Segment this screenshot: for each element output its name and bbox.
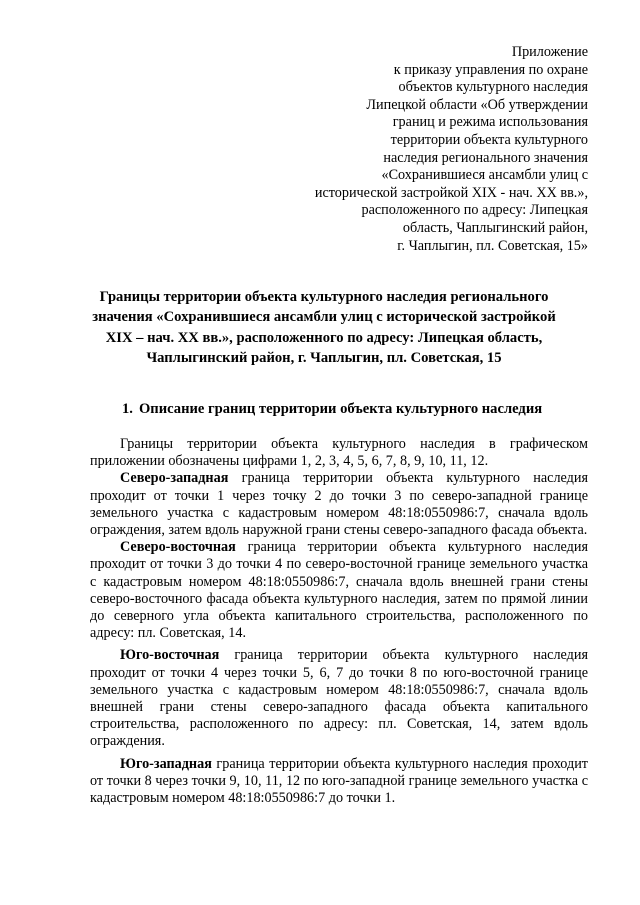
title-line: значения «Сохранившиеся ансамбли улиц с исторической застройкой [92,309,556,326]
appendix-block [250,44,588,255]
appendix-line: к приказу управления по охране [393,61,588,78]
section-heading [60,400,588,418]
section-number: 1. [122,401,133,417]
paragraph-northwest [90,470,588,539]
appendix-line: наследия регионального значения [383,149,588,166]
appendix-line: область, Чаплыгинский район, [402,219,588,236]
title-line: Чаплыгинский район, г. Чаплыгин, пл. Советская, 15 [146,350,502,367]
appendix-line: расположенного по адресу: Липецкая [361,202,588,219]
northeast-label: Северо-восточная [120,539,236,556]
southwest-text: граница территории объекта культурного наследия проходит от точки 8 через точки 9, 10, 11, 12 по юго-западной границе земельного участка с кадастровым номером 48:18:0550986:7 до точки 1. [90,755,588,807]
southeast-text: граница территории объекта культурного наследия проходит от точки 4 через точки 5, 6, 7 до точки 8 по юго-восточной границе земельного участка с кадастровым номером 48:18:0550986:7, сначала вдоль внешней грани стены северо-западного фасада объекта капитального строительства, расположенного по адресу: пл. Советская, 14, затем вдоль ограждения. [90,647,588,750]
appendix-line: г. Чаплыгин, пл. Советская, 15» [397,237,588,254]
appendix-line: исторической застройкой XIX - нач. XX вв.», [314,184,588,201]
intro-paragraph: Границы территории объекта культурного наследия в графическом приложении обозначены цифрами 1, 2, 3, 4, 5, 6, 7, 8, 9, 10, 11, 12. [90,436,588,470]
appendix-line: объектов культурного наследия [398,79,588,96]
appendix-line: «Сохранившиеся ансамбли улиц с [381,167,588,184]
northeast-text: граница территории объекта культурного наследия проходит от точки 3 до точки 4 по северо-восточной границе земельного участка с кадастровым номером 48:18:0550986:7, сначала вдоль внешней грани стены северо-восточного фасада объекта культурного наследия, затем по прямой линии до северного угла объекта капитального строительства, расположенного по адресу: пл. Советская, 14. [90,539,588,642]
paragraph-northeast [90,539,588,642]
appendix-line: Липецкой области «Об утверждении [366,96,588,113]
title-line: XIX – нач. XX вв.», расположенного по адресу: Липецкая область, [105,329,543,346]
section-title: Описание границ территории объекта культурного наследия [138,401,543,417]
appendix-line: Приложение [511,44,588,60]
paragraph-southwest [90,756,588,808]
document-body [90,436,588,807]
northwest-text: граница территории объекта культурного наследия проходит от точки 1 через точку 2 до точки 3 по северо-западной границе земельного участка с кадастровым номером 48:18:0550986:7, сначала вдоль ограждения, затем вдоль наружной грани стены северо-западного фасада объекта. [90,470,588,539]
southeast-label: Юго-восточная [120,647,220,664]
appendix-line: территории объекта культурного [390,131,588,148]
southwest-label: Юго-западная [120,755,212,772]
document-title [60,287,588,369]
paragraph-southeast [90,647,588,750]
appendix-line: границ и режима использования [392,114,588,131]
title-line: Границы территории объекта культурного наследия регионального [99,289,549,305]
northwest-label: Северо-западная [120,470,229,487]
